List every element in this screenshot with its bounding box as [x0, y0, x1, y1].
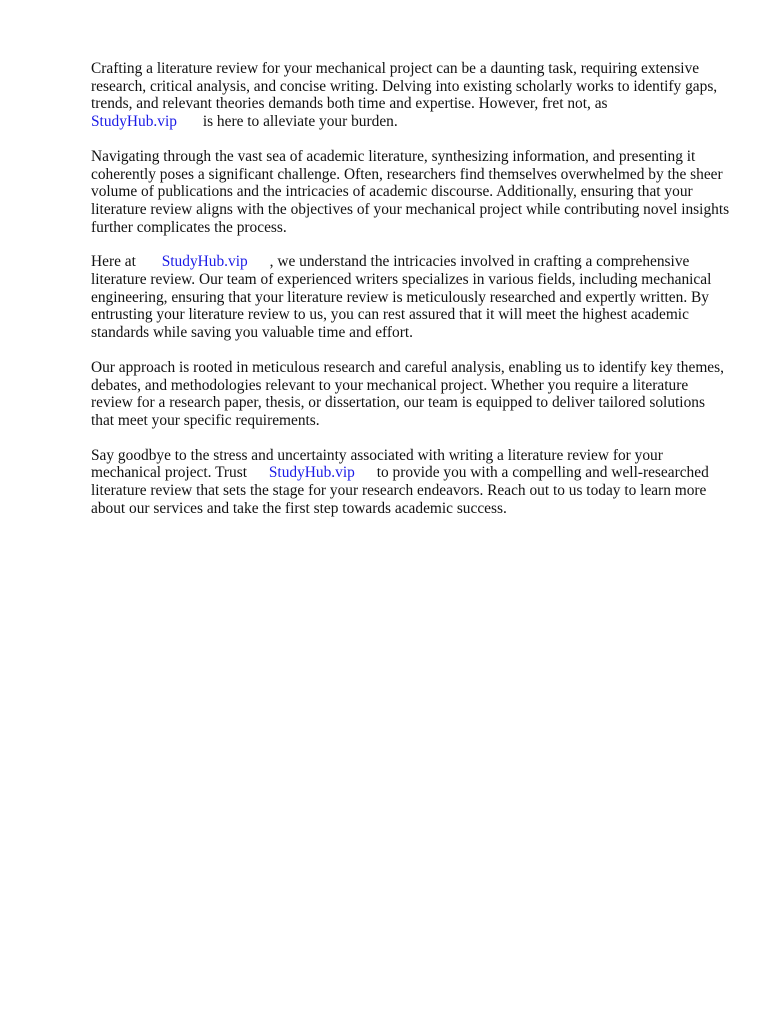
paragraph-approach: Our approach is rooted in meticulous research and careful analysis, enabling us to identify key themes, debates, and methodologies relevant to your mechanical project. Whether you require a literature review for a research paper, thesis, or dissertation, our team is equipped to deliver tailored solutions that meet your specific requirements. — [91, 358, 724, 429]
paragraph-challenge: Navigating through the vast sea of academic literature, synthesizing information, and presenting it coherently poses a significant challenge. Often, researchers find themselves overwhelmed by the sheer volume of publications and the intricacies of academic discourse. Additionally, ensuring that your literature review aligns with the objectives of your mechanical project while contributing novel insights further complicates the process. — [91, 147, 730, 236]
paragraph-service — [91, 253, 731, 342]
paragraph-closing — [91, 447, 731, 518]
paragraph-intro — [91, 60, 731, 131]
studyhub-link[interactable]: StudyHub.vip — [91, 113, 177, 131]
paragraph-intro-tail: is here to alleviate your burden. — [202, 113, 398, 131]
paragraph-intro-text: Crafting a literature review for your mechanical project can be a daunting task, requiring extensive research, critical analysis, and concise writing. Delving into existing scholarly works to identify gaps, trends, and relevant theories demands both time and expertise. However, fret not, as — [91, 60, 718, 113]
paragraph-service-text: , we understand the intricacies involved in crafting a comprehensive literature review. Our team of experienced writers specializes in various fields, including mechanical engineering, ensuring that your literature review is meticulously researched and expertly written. By entrusting your literature review to us, you can rest assured that it will meet the highest academic standards while saving you valuable time and effort. — [91, 253, 712, 342]
studyhub-link[interactable]: StudyHub.vip — [161, 253, 248, 271]
paragraph-closing-text: to provide you with a compelling and well-researched literature review that sets the stage for your research endeavors. Reach out to us today to learn more about our services and take the first step towards academic success. — [91, 464, 709, 517]
paragraph-service-lead: Here at — [91, 253, 136, 271]
document-body — [91, 60, 731, 534]
paragraph-closing-lead: Say goodbye to the stress and uncertainty associated with writing a literature review for your mechanical project. Trust — [91, 446, 663, 482]
studyhub-link[interactable]: StudyHub.vip — [268, 464, 355, 482]
